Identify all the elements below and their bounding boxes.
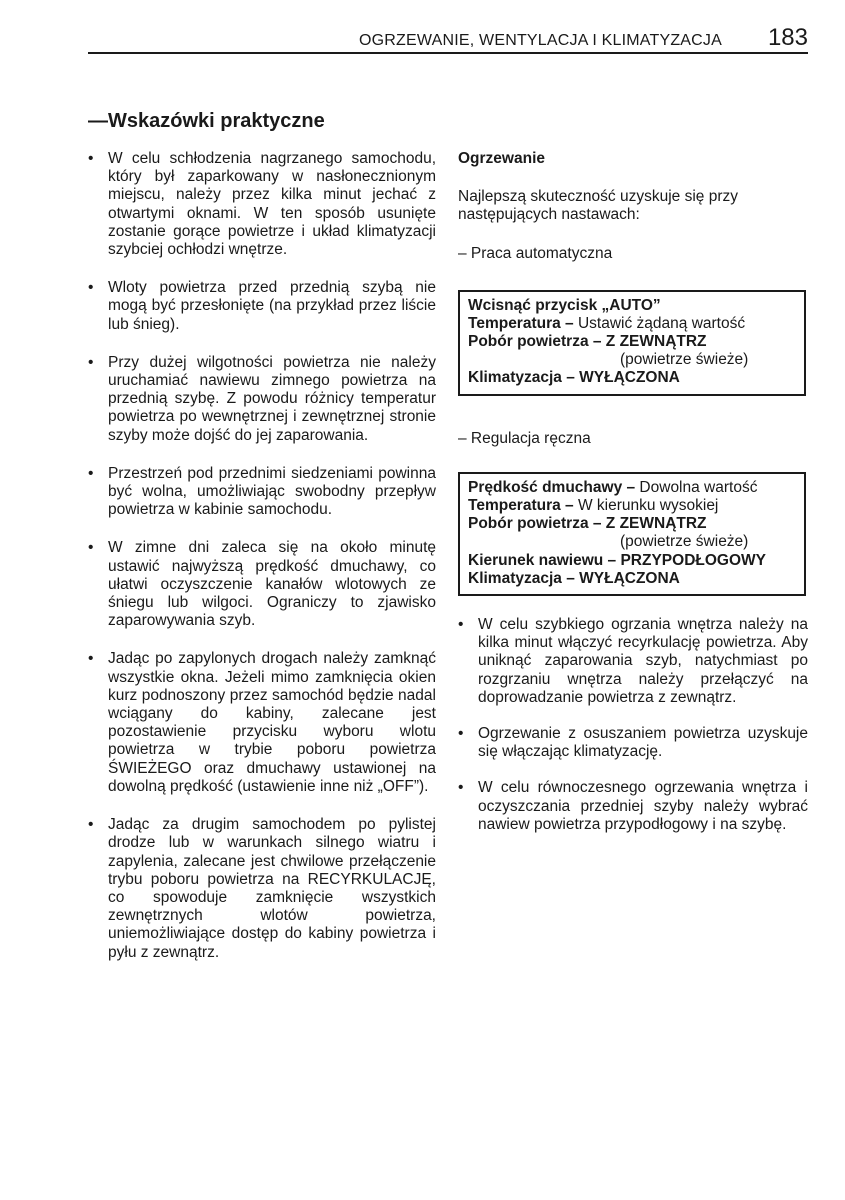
manual-settings-box [458,472,806,596]
bullet-icon: • [88,464,94,482]
auto-settings-box [458,290,806,396]
list-item: • Jadąc za drugim samochodem po pylistej drodze lub w warunkach silnego wiatru i zapylenia, zalecane jest chwilowe przełączenie trybu poboru powietrza na RECYRKULACJĘ, co spowoduje zamknięcie wszystkich zewnętrznych wlotów powietrza, uniemożliwiające dostęp do kabiny powietrza i pyłu z zewnątrz. [88,816,436,961]
bullet-icon: • [88,279,94,297]
list-item: • Ogrzewanie z osuszaniem powietrza uzyskuje się włączając klimatyzację. [458,725,808,761]
header-title: OGRZEWANIE, WENTYLACJA I KLIMATYZACJA [358,32,722,49]
left-tips-list [88,150,436,962]
heating-intro: Najlepszą skuteczność uzyskuje się przy następujących nastawach: [458,188,738,224]
list-item: • W zimne dni zaleca się na około minutę ustawić najwyższą prędkość dmuchawy, co ułatwi oczyszczenie kanałów wlotowych ze śniegu lub wilgoci. Ograniczy to zjawisko zaparowywania szyb. [88,539,436,630]
box-line: Kierunek nawiewu – PRZYPODŁOGOWY [468,551,766,569]
list-item: • Jadąc po zapylonych drogach należy zamknąć wszystkie okna. Jeżeli mimo zamknięcia okien kurz podnoszony przez samochód będzie nadal wciągany do kabiny, zalecane jest pozostawienie przycisku wyboru wlotu powietrza w trybie poboru powietrza ŚWIEŻEGO oraz dmuchawy ustawionej na dowolną prędkość (ustawienie inne niż „OFF”). [88,650,436,795]
list-item: • W celu równoczesnego ogrzewania wnętrza i oczyszczania przedniej szyby należy wybrać nawiew powietrza przypodłogowy i na szybę. [458,779,808,833]
box-line: Pobór powietrza – Z ZEWNĄTRZ [468,333,707,351]
left-column [88,150,436,982]
bullet-icon: • [88,650,94,668]
box-line: (powietrze świeże) [620,351,749,369]
box-line: Klimatyzacja – WYŁĄCZONA [468,369,680,387]
list-item: • Wloty powietrza przed przednią szybą nie mogą być przesłonięte (na przykład przez liście lub śnieg). [88,279,436,333]
bullet-icon: • [458,725,464,743]
bullet-icon: • [88,539,94,557]
auto-mode-label: – Praca automatyczna [458,245,613,263]
section-title: —Wskazówki praktyczne [88,110,325,132]
bullet-icon: • [458,616,464,634]
page-header [88,24,808,54]
box-line: Temperatura – W kierunku wysokiej [468,497,719,515]
box-line: Prędkość dmuchawy – Dowolna wartość [468,478,758,496]
box-line: Klimatyzacja – WYŁĄCZONA [468,569,680,587]
page-number: 183 [767,24,808,51]
bullet-icon: • [88,816,94,834]
list-item: • W celu szybkiego ogrzania wnętrza należy na kilka minut włączyć recyrkulację powietrza. Aby uniknąć zaparowania szyb, natychmiast po rozgrzaniu wnętrza należy przełączyć na doprowadzanie powietrza z zewnątrz. [458,616,808,706]
bullet-icon: • [88,150,94,167]
box-line: (powietrze świeże) [620,533,749,551]
right-column [458,150,808,852]
box-line: Pobór powietrza – Z ZEWNĄTRZ [468,515,707,533]
manual-mode-label: – Regulacja ręczna [458,429,591,447]
list-item: • W celu schłodzenia nagrzanego samochodu, który był zaparkowany w nasłonecznionym miejscu, należy przez kilka minut jechać z otwartymi oknami. W ten sposób usunięte zostanie gorące powietrze i układ klimatyzacji szybciej ochłodzi wnętrze. [88,150,436,259]
bullet-icon: • [458,779,464,797]
list-item: • Przy dużej wilgotności powietrza nie należy uruchamiać nawiewu zimnego powietrza na przednią szybę. Z powodu różnicy temperatur powietrza po wewnętrznej i zewnętrznej stronie szyby może dojść do jej zaparowania. [88,353,436,444]
bullet-icon: • [88,353,94,371]
box-line: Temperatura – Ustawić żądaną wartość [468,314,746,332]
heating-heading: Ogrzewanie [458,150,545,167]
right-tips-list [458,616,808,834]
box-line: Wcisnąć przycisk „AUTO” [468,296,661,314]
list-item: • Przestrzeń pod przednimi siedzeniami powinna być wolna, umożliwiając swobodny przepływ powietrza w kabinie samochodu. [88,464,436,519]
